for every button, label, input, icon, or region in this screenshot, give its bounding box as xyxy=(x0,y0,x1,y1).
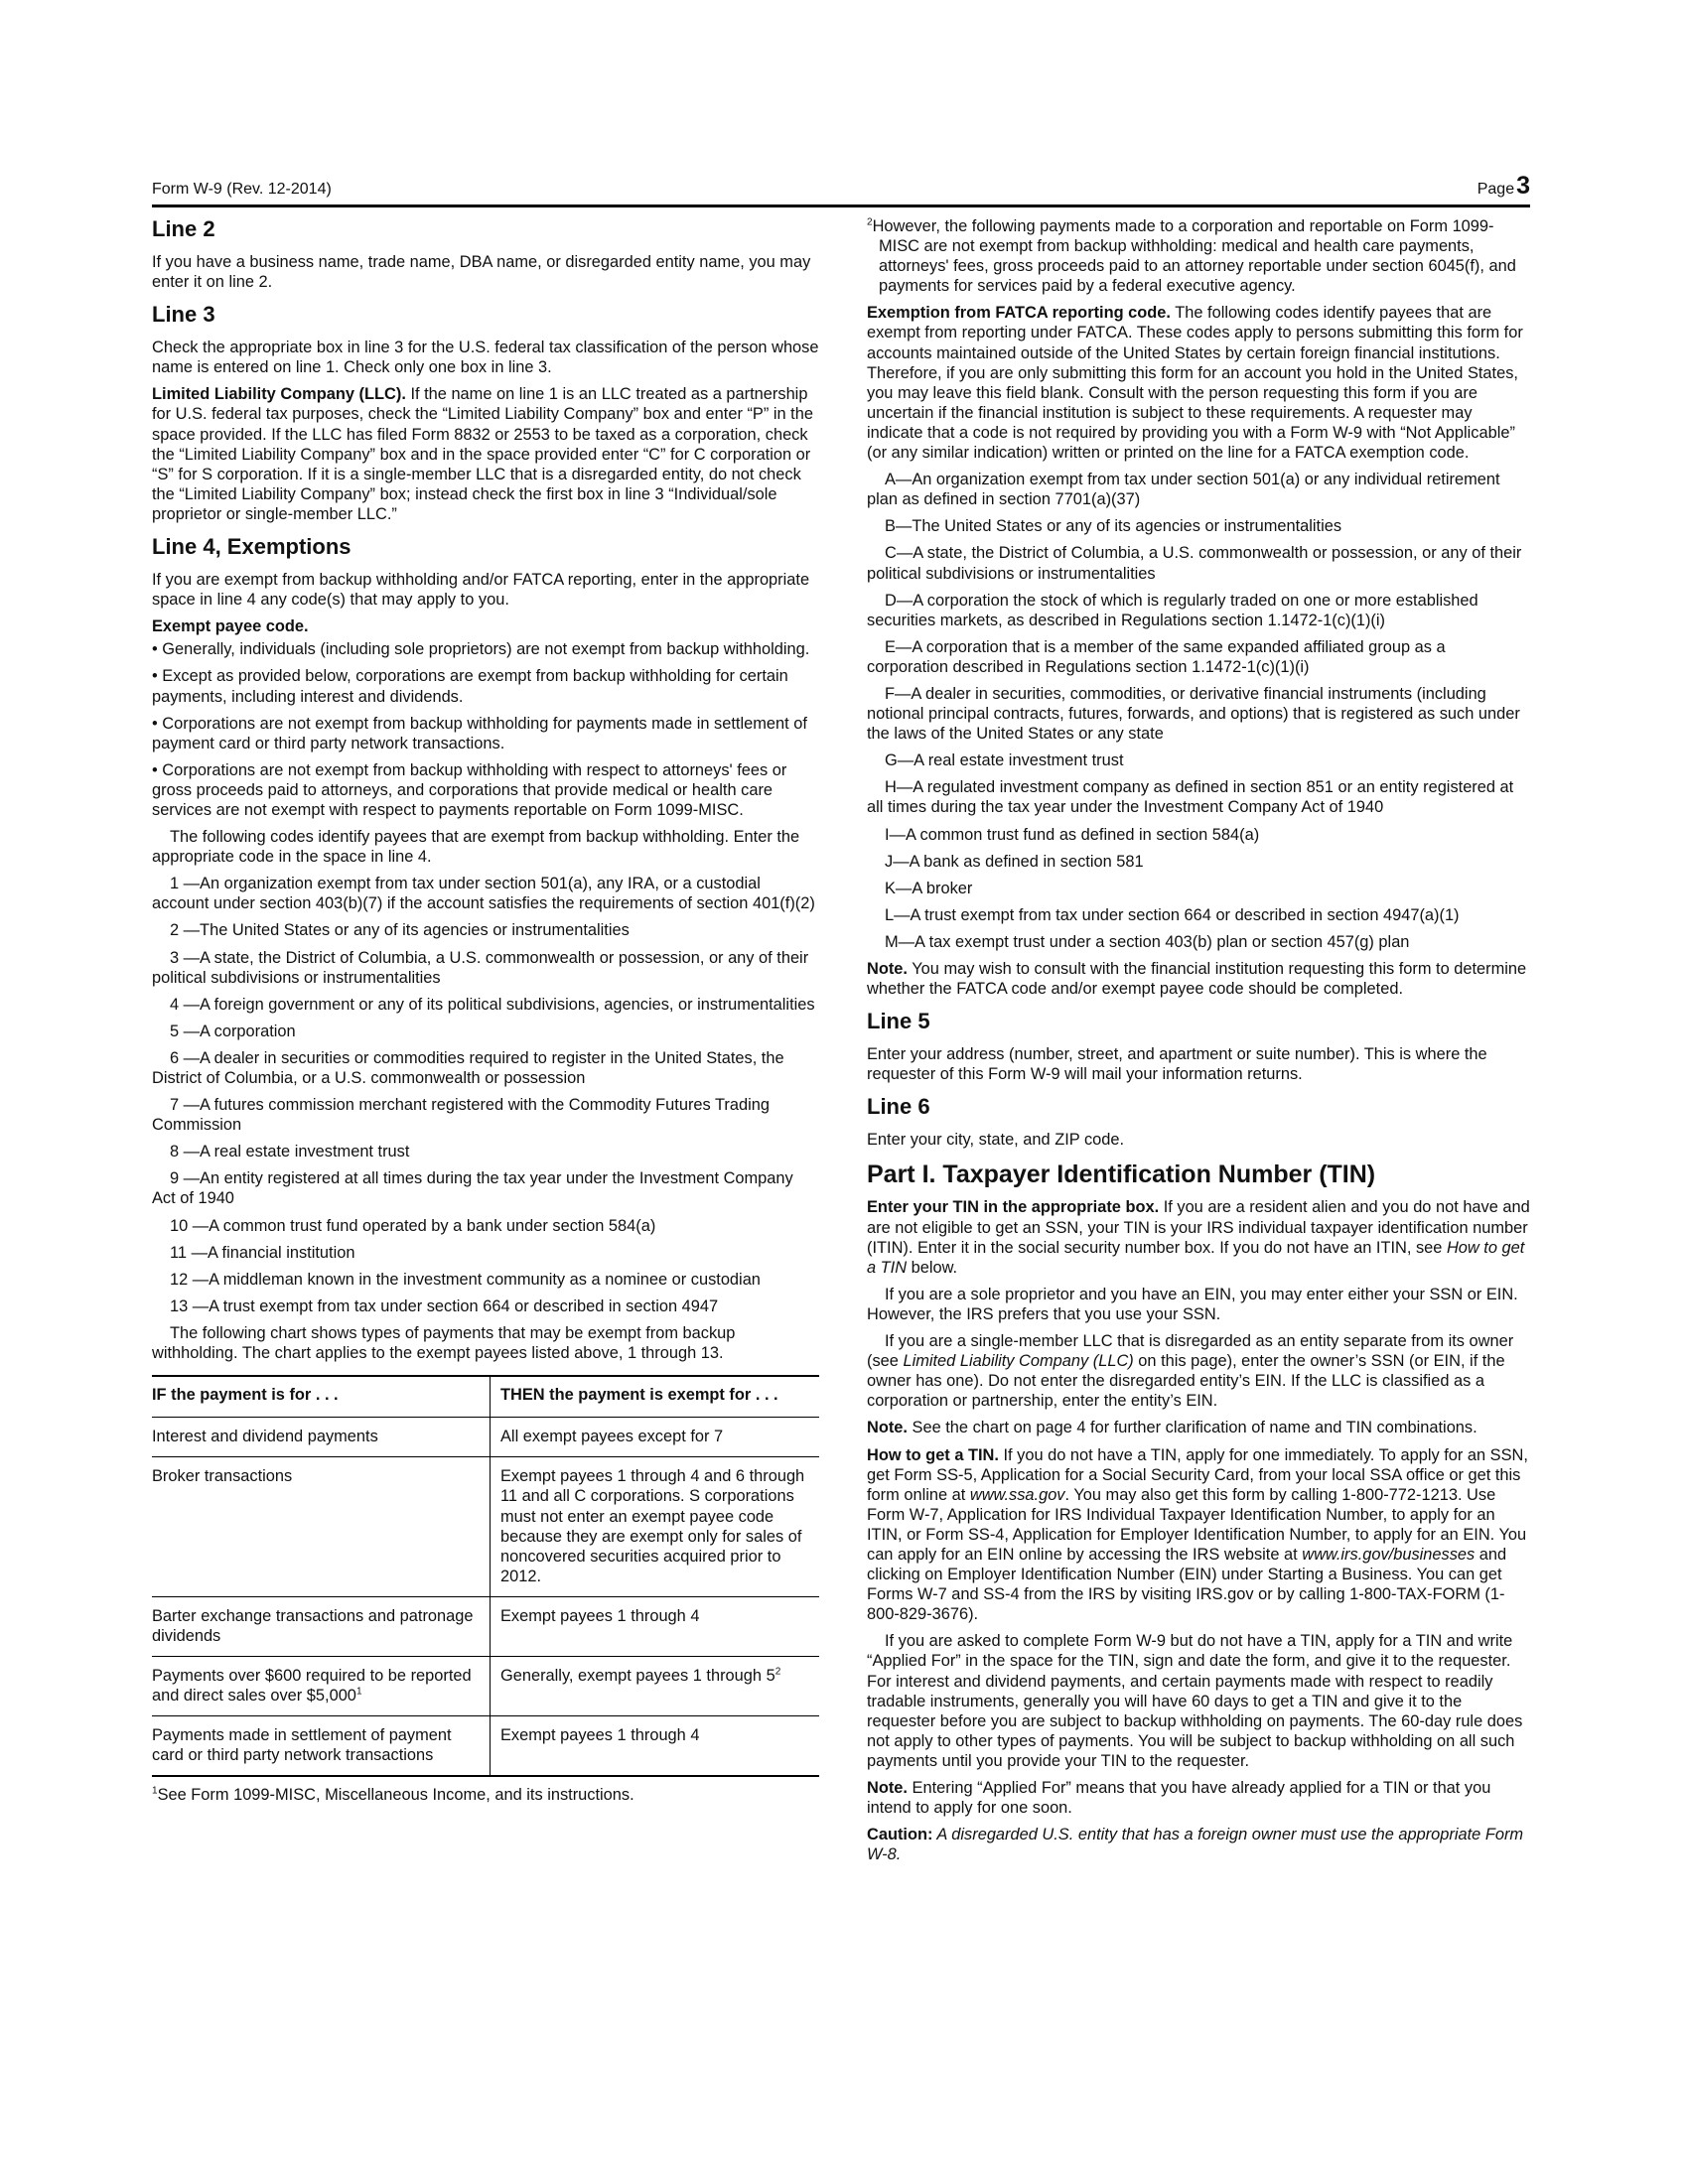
section-line3 xyxy=(152,302,819,524)
fatca-code: H—A regulated investment company as defined in section 851 or an entity registered at all times during the tax year under the Investment Company Act of 1940 xyxy=(867,778,1514,817)
table-cell: Exempt payees 1 through 4 xyxy=(491,1596,820,1656)
table-header-cell: THEN the payment is exempt for . . . xyxy=(491,1376,820,1418)
fatca-code: I—A common trust fund as defined in section 584(a) xyxy=(885,825,1260,844)
table-cell: Interest and dividend payments xyxy=(152,1418,491,1457)
bullet-item: • Corporations are not exempt from backup withholding with respect to attorneys' fees or gross proceeds paid to attorneys, and corporations that provide medical or health care services are not exempt with respect to payments reportable on Form 1099-MISC. xyxy=(152,760,787,819)
exempt-code: 8 —A real estate investment trust xyxy=(170,1143,410,1161)
how-to-get-tin-paragraph: How to get a TIN. If you do not have a TIN, apply for one immediately. To apply for an SSN, get Form SS-5, Application for a Social Security Card, from your local SSA office or get this form online at www.ssa.gov. You may also get this form by calling 1-800-772-1213. Use Form W-7, Application for IRS Individual Taxpayer Identification Number, to apply for an ITIN, or Form SS-4, Application for Employer Identification Number, to apply for an EIN. You can apply for an EIN online by accessing the IRS website at www.irs.gov/businesses and clicking on Employer Identification Number (EIN) under Starting a Business. You can get Forms W-7 and SS-4 from the IRS by visiting IRS.gov or by calling 1-800-TAX-FORM (1-800-829-3676). xyxy=(867,1445,1528,1624)
section-part1 xyxy=(867,1160,1530,1864)
table-cell: Broker transactions xyxy=(152,1457,491,1597)
fatca-code: G—A real estate investment trust xyxy=(885,751,1124,770)
table-row xyxy=(152,1457,819,1597)
note-applied-paragraph: Note. Entering “Applied For” means that you have already applied for a TIN or that you intend to apply for one soon. xyxy=(867,1779,1491,1818)
exempt-code: 5 —A corporation xyxy=(170,1022,296,1040)
bullet-item: • Generally, individuals (including sole proprietors) are not exempt from backup withholding. xyxy=(152,640,810,659)
table-cell: Payments made in settlement of payment card or third party network transactions xyxy=(152,1716,491,1777)
table-header-cell: IF the payment is for . . . xyxy=(152,1376,491,1418)
applied-for-paragraph: If you are asked to complete Form W-9 but do not have a TIN, apply for a TIN and write “Applied For” in the space for the TIN, sign and date the form, and give it to the requester. For interest and dividend payments, and certain payments made with respect to readily tradable instruments, generally you will have 60 days to get a TIN and give it to the requester before you are subject to backup withholding on payments. The 60-day rule does not apply to other types of payments. You will be subject to backup withholding on all such payments until you provide your TIN to the requester. xyxy=(867,1632,1523,1770)
heading-line3: Line 3 xyxy=(152,302,215,328)
table-cell: Payments over $600 required to be reported and direct sales over $5,000$^1$ xyxy=(152,1657,491,1716)
exempt-code: 3 —A state, the District of Columbia, a U.S. commonwealth or possession, or any of their political subdivisions or instrumentalities xyxy=(152,948,809,987)
exempt-code: 2 —The United States or any of its agencies or instrumentalities xyxy=(170,921,630,940)
fatca-code: A—An organization exempt from tax under section 501(a) or any individual retirement plan as defined in section 7701(a)(37) xyxy=(867,471,1500,509)
heading-part1: Part I. Taxpayer Identification Number (TIN) xyxy=(867,1160,1376,1189)
bullet-item: • Except as provided below, corporations are exempt from backup withholding for certain payments, including interest and dividends. xyxy=(152,667,788,706)
table-cell: Barter exchange transactions and patronage dividends xyxy=(152,1596,491,1656)
line2-text: If you have a business name, trade name, DBA name, or disregarded entity name, you may enter it on line 2. xyxy=(152,253,811,292)
exempt-code: 9 —An entity registered at all times during the tax year under the Investment Company Act of 1940 xyxy=(152,1169,793,1208)
chart-intro: The following chart shows types of payments that may be exempt from backup withholding. The chart applies to the exempt payees listed above, 1 through 13. xyxy=(152,1323,736,1363)
footnote-ref: 2 xyxy=(774,1666,781,1678)
line4-text: If you are exempt from backup withholding and/or FATCA reporting, enter in the appropriate space in line 4 any code(s) that may apply to you. xyxy=(152,571,810,610)
exempt-code: 12 —A middleman known in the investment community as a nominee or custodian xyxy=(170,1270,761,1289)
table-row xyxy=(152,1716,819,1777)
heading-line6: Line 6 xyxy=(867,1094,930,1120)
section-line2 xyxy=(152,216,819,292)
table-row xyxy=(152,1596,819,1656)
fatca-code: B—The United States or any of its agencies or instrumentalities xyxy=(885,517,1342,536)
fatca-code: C—A state, the District of Columbia, a U.S. commonwealth or possession, or any of their political subdivisions or instrumentalities xyxy=(867,544,1522,583)
exempt-code: 13 —A trust exempt from tax under section 664 or described in section 4947 xyxy=(170,1297,719,1315)
exempt-code: 1 —An organization exempt from tax under section 501(a), any IRA, or a custodial account under section 403(b)(7) if the account satisfies the requirements of section 401(f)(2) xyxy=(152,875,815,913)
exempt-code: 6 —A dealer in securities or commodities required to register in the United States, the District of Columbia, or a U.S. commonwealth or possession xyxy=(152,1048,784,1087)
table-cell: All exempt payees except for 7 xyxy=(491,1418,820,1457)
exempt-code: 11 —A financial institution xyxy=(170,1243,355,1262)
table-row xyxy=(152,1418,819,1457)
table-header-row xyxy=(152,1376,819,1418)
heading-line2: Line 2 xyxy=(152,216,215,241)
table-cell: Exempt payees 1 through 4 xyxy=(491,1716,820,1777)
section-line5 xyxy=(867,1009,1530,1084)
form-id: Form W-9 (Rev. 12-2014) xyxy=(152,181,332,198)
codes-intro: The following codes identify payees that are exempt from backup withholding. Enter the appropriate code in the space in line 4. xyxy=(152,828,800,867)
right-column xyxy=(867,216,1530,1871)
table-cell: Generally, exempt payees 1 through $5^2$ xyxy=(491,1657,820,1716)
table-row xyxy=(152,1657,819,1716)
footnote-ref: 1 xyxy=(355,1686,362,1698)
exempt-code: 7 —A futures commission merchant registered with the Commodity Futures Trading Commission xyxy=(152,1096,770,1135)
section-line4 xyxy=(152,534,819,1363)
line5-text: Enter your address (number, street, and apartment or suite number). This is where the requester of this Form W-9 will mail your information returns. xyxy=(867,1045,1487,1084)
sole-proprietor-paragraph: If you are a sole proprietor and you have an EIN, you may enter either your SSN or EIN. However, the IRS prefers that you use your SSN. xyxy=(867,1285,1518,1323)
llc-paragraph: Limited Liability Company (LLC). If the name on line 1 is an LLC treated as a partnership for U.S. federal tax purposes, check the “Limited Liability Company” box and enter “P” in the space provided. If the LLC has filed Form 8832 or 2553 to be taxed as a corporation, check the “Limited Liability Company” box and in the space provided enter “C” for C corporation or “S” for S corporation. If it is a single-member LLC that is a disregarded entity, do not check the “Limited Liability Company” box; instead check the first box in line 3 “Individual/sole proprietor or single-member LLC.” xyxy=(152,385,813,523)
fatca-code: J—A bank as defined in section 581 xyxy=(885,852,1144,871)
single-member-llc-paragraph: If you are a single-member LLC that is disregarded as an entity separate from its owner (see Limited Liability Company (LLC) on this page), enter the owner’s SSN (or EIN, if the owner has one). Do not enter the disregarded entity’s EIN. If the LLC is classified as a corporation or partnership, enter the entity’s EIN. xyxy=(867,1332,1514,1411)
exempt-code: 4 —A foreign government or any of its political subdivisions, agencies, or instrumentalities xyxy=(170,995,815,1014)
fatca-code: K—A broker xyxy=(885,879,973,897)
table-footnote: $^1$See Form 1099-MISC, Miscellaneous Income, and its instructions. xyxy=(152,1785,634,1805)
enter-tin-paragraph: Enter your TIN in the appropriate box. If you are a resident alien and you do not have and are not eligible to get an SSN, your TIN is your IRS individual taxpayer identification number (ITIN). Enter it in the social security number box. If you do not have an ITIN, see How to get a TIN below. xyxy=(867,1198,1530,1277)
heading-line4: Line 4, Exemptions xyxy=(152,534,352,560)
caution-paragraph: Caution: A disregarded U.S. entity that has a foreign owner must use the appropriate Form W-8. xyxy=(867,1826,1524,1864)
exempt-payee-heading: Exempt payee code. xyxy=(152,617,309,636)
line6-text: Enter your city, state, and ZIP code. xyxy=(867,1131,1125,1150)
fatca-code: D—A corporation the stock of which is regularly traded on one or more established securities markets, as described in Regulations section 1.1472-1(c)(1)(i) xyxy=(867,591,1478,629)
exemption-chart-table xyxy=(152,1375,819,1777)
table-cell: Exempt payees 1 through 4 and 6 through 11 and all C corporations. S corporations must not enter an exempt payee code because they are exempt only for sales of noncovered securities acquired prior to 2012. xyxy=(491,1457,820,1597)
section-line6 xyxy=(867,1094,1530,1150)
page-header xyxy=(152,171,1530,207)
note-chart-paragraph: Note. See the chart on page 4 for further clarification of name and TIN combinations. xyxy=(867,1419,1477,1437)
heading-line5: Line 5 xyxy=(867,1009,930,1034)
fatca-code: E—A corporation that is a member of the same expanded affiliated group as a corporation described in Regulations section 1.1472-1(c)(1)(i) xyxy=(867,637,1446,676)
fatca-code: L—A trust exempt from tax under section 664 or described in section 4947(a)(1) xyxy=(885,905,1460,924)
fatca-paragraph: Exemption from FATCA reporting code. The following codes identify payees that are exempt from reporting under FATCA. These codes apply to persons submitting this form for accounts maintained outside of the United States by certain foreign financial institutions. Therefore, if you are only submitting this form for an account you hold in the United States, you may leave this field blank. Consult with the person requesting this form if you are uncertain if the financial institution is subject to these requirements. A requester may indicate that a code is not required by providing you with a Form W-9 with “Not Applicable” (or any similar indication) written or printed on the line for a FATCA exemption code. xyxy=(867,304,1523,463)
footnote-2: $^2$However, the following payments made to a corporation and reportable on Form 1099-MISC are not exempt from backup withholding: medical and health care payments, attorneys' fees, gross proceeds paid to an attorney reportable under section 6045(f), and payments for services paid by a federal executive agency. xyxy=(867,216,1516,296)
fatca-code: M—A tax exempt trust under a section 403(b) plan or section 457(g) plan xyxy=(885,932,1410,951)
left-column xyxy=(152,216,819,1806)
exempt-code: 10 —A common trust fund operated by a bank under section 584(a) xyxy=(170,1216,656,1235)
bullet-item: • Corporations are not exempt from backup withholding for payments made in settlement of payment card or third party network transactions. xyxy=(152,714,807,752)
fatca-note: Note. You may wish to consult with the financial institution requesting this form to determine whether the FATCA code and/or exempt payee code should be completed. xyxy=(867,960,1527,999)
fatca-code: F—A dealer in securities, commodities, or derivative financial instruments (including notional principal contracts, futures, forwards, and options) that is registered as such under the laws of the United States or any state xyxy=(867,684,1520,744)
page-number: Page3 xyxy=(1477,172,1530,200)
line3-text: Check the appropriate box in line 3 for the U.S. federal tax classification of the person whose name is entered on line 1. Check only one box in line 3. xyxy=(152,339,819,377)
